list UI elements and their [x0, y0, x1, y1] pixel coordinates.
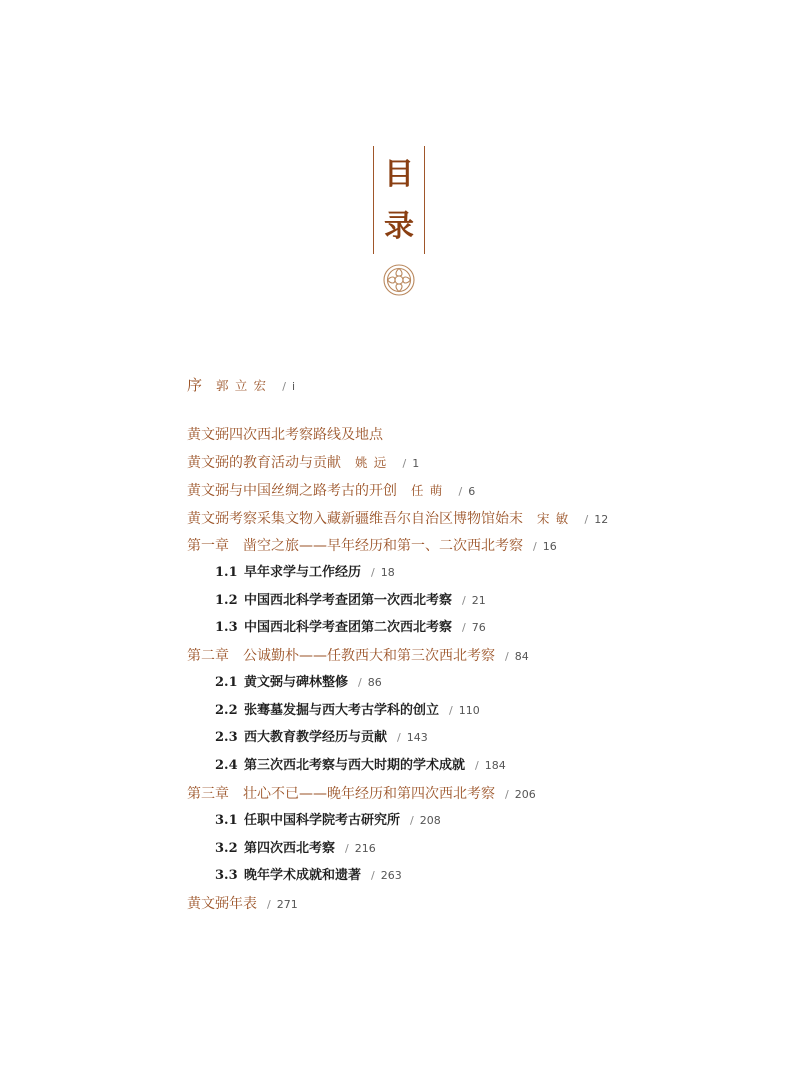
- section-title: 中国西北科学考查团第二次西北考察: [244, 620, 453, 635]
- toc-section-2-3[interactable]: 2.3 西大教育教学经历与贡献 / 143: [215, 730, 428, 745]
- preface-page: i: [292, 380, 296, 393]
- section-number: 1.2: [215, 593, 238, 608]
- section-page: 208: [419, 814, 441, 827]
- section-title: 晚年学术成就和遗著: [244, 868, 362, 883]
- chapter-title: 第三章 壮心不已——晚年经历和第四次西北考察: [187, 786, 495, 802]
- toc-section-2-4[interactable]: 2.4 第三次西北考察与西大时期的学术成就 / 184: [215, 758, 506, 773]
- toc-chapter-3[interactable]: 第三章 壮心不已——晚年经历和第四次西北考察 / 206: [187, 786, 536, 802]
- section-number: 2.2: [215, 703, 238, 718]
- toc-entry-preface[interactable]: 序 郭立宏 / i: [187, 376, 296, 394]
- entry-author: 宋敏: [537, 511, 575, 526]
- entry-page: 271: [276, 898, 298, 911]
- toc-section-3-3[interactable]: 3.3 晚年学术成就和遗著 / 263: [215, 868, 402, 883]
- section-page: 143: [406, 731, 428, 744]
- entry-title: 黄文弼与中国丝绸之路考古的开创: [187, 483, 397, 499]
- entry-title: 黄文弼考察采集文物入藏新疆维吾尔自治区博物馆始末: [187, 511, 523, 527]
- toc-section-3-1[interactable]: 3.1 任职中国科学院考古研究所 / 208: [215, 813, 441, 828]
- toc-entry-route-map[interactable]: [187, 428, 383, 442]
- section-title: 早年求学与工作经历: [244, 565, 362, 580]
- entry-author: 任萌: [411, 483, 449, 498]
- toc-section-1-1[interactable]: 1.1 早年求学与工作经历 / 18: [215, 565, 395, 580]
- section-title: 西大教育教学经历与贡献: [244, 730, 388, 745]
- toc-chapter-2[interactable]: 第二章 公诚勤朴——任教西大和第三次西北考察 / 84: [187, 648, 529, 664]
- section-number: 2.3: [215, 730, 238, 745]
- toc-section-1-2[interactable]: 1.2 中国西北科学考查团第一次西北考察 / 21: [215, 593, 486, 608]
- chapter-page: 16: [542, 540, 557, 553]
- entry-title: 黄文弼年表: [187, 896, 257, 912]
- toc-entry-museum[interactable]: 黄文弼考察采集文物入藏新疆维吾尔自治区博物馆始末 宋敏 / 12: [187, 511, 609, 527]
- entry-title: 黄文弼四次西北考察路线及地点: [187, 427, 383, 443]
- preface-author: 郭立宏: [216, 378, 273, 393]
- page-title-char-2: 录: [384, 209, 414, 244]
- section-title: 张骞墓发掘与西大考古学科的创立: [244, 703, 440, 718]
- section-title: 黄文弼与碑林整修: [244, 675, 349, 690]
- section-page: 21: [471, 594, 486, 607]
- section-page: 263: [380, 869, 402, 882]
- section-page: 110: [458, 704, 480, 717]
- entry-page: 6: [468, 485, 476, 498]
- chapter-page: 84: [514, 650, 529, 663]
- entry-page: 12: [594, 513, 609, 526]
- section-number: 1.1: [215, 565, 238, 580]
- section-number: 1.3: [215, 620, 238, 635]
- entry-page: 1: [412, 457, 420, 470]
- toc-section-3-2[interactable]: 3.2 第四次西北考察 / 216: [215, 841, 376, 856]
- chapter-title: 第二章 公诚勤朴——任教西大和第三次西北考察: [187, 648, 495, 664]
- toc-entry-education[interactable]: 黄文弼的教育活动与贡献 姚远 / 1: [187, 455, 420, 471]
- section-title: 第四次西北考察: [244, 841, 336, 856]
- section-number: 3.1: [215, 813, 238, 828]
- section-page: 86: [367, 676, 382, 689]
- toc-section-1-3[interactable]: 1.3 中国西北科学考查团第二次西北考察 / 76: [215, 620, 486, 635]
- section-page: 216: [354, 842, 376, 855]
- section-number: 3.3: [215, 868, 238, 883]
- toc-section-2-2[interactable]: 2.2 张骞墓发掘与西大考古学科的创立 / 110: [215, 703, 480, 718]
- section-page: 76: [471, 621, 486, 634]
- section-title: 第三次西北考察与西大时期的学术成就: [244, 758, 466, 773]
- section-title: 任职中国科学院考古研究所: [244, 813, 401, 828]
- chapter-page: 206: [514, 788, 536, 801]
- page-title-char-1: 目: [384, 157, 414, 192]
- preface-label: 序: [187, 376, 203, 394]
- section-number: 2.1: [215, 675, 238, 690]
- toc-chapter-1[interactable]: 第一章 凿空之旅——早年经历和第一、二次西北考察 / 16: [187, 538, 557, 554]
- section-title: 中国西北科学考查团第一次西北考察: [244, 593, 453, 608]
- section-page: 184: [484, 759, 506, 772]
- section-page: 18: [380, 566, 395, 579]
- entry-title: 黄文弼的教育活动与贡献: [187, 455, 341, 471]
- section-number: 2.4: [215, 758, 238, 773]
- section-number: 3.2: [215, 841, 238, 856]
- entry-author: 姚远: [355, 455, 393, 470]
- chapter-title: 第一章 凿空之旅——早年经历和第一、二次西北考察: [187, 538, 523, 554]
- toc-entry-chronology[interactable]: 黄文弼年表 / 271: [187, 896, 298, 912]
- toc-section-2-1[interactable]: 2.1 黄文弼与碑林整修 / 86: [215, 675, 382, 690]
- toc-entry-silk-road[interactable]: 黄文弼与中国丝绸之路考古的开创 任萌 / 6: [187, 483, 476, 499]
